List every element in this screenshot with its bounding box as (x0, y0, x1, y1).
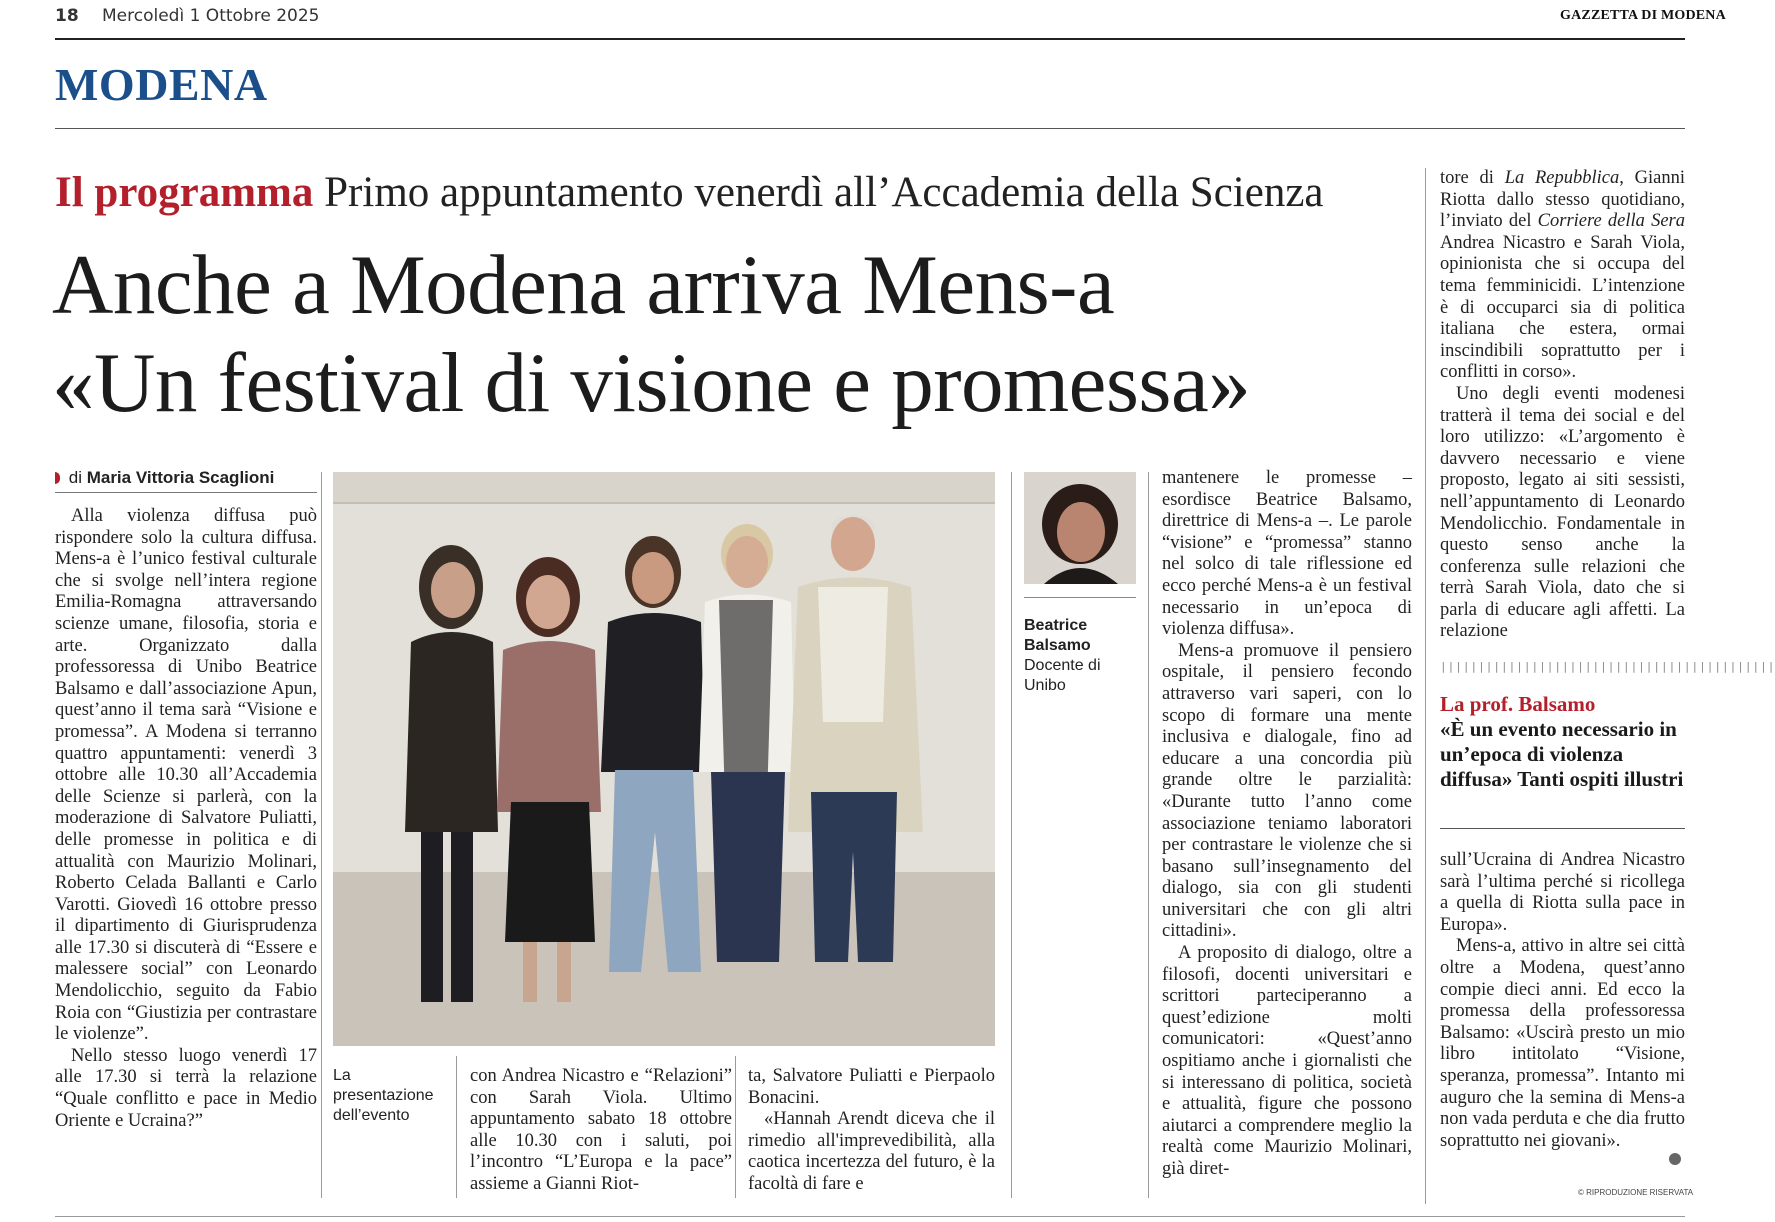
col5-p1-pre: tore di (1440, 168, 1505, 188)
article-column-5-top (1440, 168, 1685, 642)
caption-divider (456, 1056, 457, 1198)
article-column-3 (748, 1066, 995, 1196)
photo-caption: La presentazione dell’evento (333, 1067, 434, 1124)
col3-paragraph-2: «Hannah Arendt diceva che il rimedio all'imprevedibilità, alla caotica incertezza del futuro, è la facoltà di fare e (748, 1109, 995, 1194)
col2-paragraph-1: con Andrea Nicastro e “Relazioni” con Sarah Viola. Ultimo appuntamento sabato 18 ottobre alle 10.30 con i saluti, poi l’incontro “L’Europa e la pace” assieme a Gianni Riot- (470, 1066, 732, 1194)
headline-line-2: «Un festival di visione e promessa» (52, 336, 1251, 430)
col4-paragraph-2: Mens-a promuove il pensiero ospitale, il pensiero fecondo attraverso vari saperi, con lo scopo di formare una mente inclusiva e dialogale, fino ad educare a una concordia più grande oltre le parzialità: «Durante tutto l’anno come associazione teniamo laboratori per contrastare le violenze che si basano sull’insegnamento del dialogo, sia con gli studenti universitari che con gli altri cittadini». (1162, 640, 1412, 942)
right-column-divider (1425, 168, 1426, 1204)
event-photo-image (333, 472, 995, 1046)
callout-text: «È un evento necessario in un’epoca di violenza diffusa» Tanti ospiti illustri (1440, 717, 1684, 791)
portrait-name: Beatrice Balsamo (1024, 617, 1091, 654)
col5-paragraph-2: Uno degli eventi modenesi tratterà il tema dei social e del loro utilizzo: «L’argomento è davvero necessario e viene proposto, legato ai siti sessisti, nell’appuntamento di Leonardo Mendolicchio. Fondamentale in questo senso anche la conferenza sulle relazioni che terrà Sarah Viola, dato che si parla di educare agli affetti. La relazione (1440, 383, 1685, 642)
portrait-photo (1024, 472, 1136, 584)
portrait-image (1024, 472, 1136, 584)
byline-author: Maria Vittoria Scaglioni (86, 468, 275, 487)
kicker-text: Primo appuntamento venerdì all’Accademia della Scienza (324, 169, 1324, 216)
article-column-5-bottom (1440, 850, 1685, 1170)
section-rule (55, 128, 1685, 129)
callout-label: La prof. Balsamo (1440, 692, 1596, 716)
event-photo (333, 472, 995, 1046)
portrait-caption (1024, 616, 1136, 696)
portrait-role: Docente di Unibo (1024, 657, 1101, 694)
byline-marker-icon (55, 472, 60, 484)
issue-date: Mercoledì 1 Ottobre 2025 (102, 6, 320, 26)
article-column-2 (470, 1066, 732, 1196)
copyright-notice: © RIPRODUZIONE RISERVATA (1578, 1188, 1694, 1197)
header-rule (55, 38, 1685, 40)
column-divider-2 (735, 1056, 736, 1198)
col5-paragraph-4: Mens-a, attivo in altre sei città oltre a Modena, quest’anno compie dieci anni. Ed ecco la promessa della professoressa Balsamo: «Uscirà presto un mio libro intitolato “Visione, speranza, promessa”. Intanto mi auguro che la semina di Mens-a non vada perduta e che dia frutto soprattutto nei giovani». (1440, 936, 1685, 1151)
col5-paragraph-1 (1440, 168, 1685, 384)
col4-paragraph-1: mantenere le promesse – esordisce Beatrice Balsamo, direttrice di Mens-a –. Le parole “visione” e “promessa” stanno nel solco di tale riflessione ed ecco perché Mens-a è un festival necessario in un’epoca di violenza diffusa». (1162, 468, 1412, 640)
article-column-1 (55, 506, 317, 1196)
kicker (55, 168, 1324, 217)
col5-p1-em1: La Repubblica (1504, 168, 1620, 188)
headline-line-1: Anche a Modena arriva Mens-a (52, 238, 1115, 332)
footer-rule (55, 1216, 1685, 1217)
col5-p1-mid: , Gianni Riotta dallo stesso quotidiano, l’inviato del (1440, 168, 1685, 232)
callout-box (1440, 692, 1685, 792)
col4-paragraph-3: A proposito di dialogo, oltre a filosofi, docenti universitari e scrittori parteciperanno a quest’edizione molti comunicatori: «Quest’anno ospitiamo anche i giornalisti che si interessano di politica, società e attualità, figure che possono aiutarci a comprendere meglio la realtà come Maurizio Molinari, già diret- (1162, 943, 1412, 1179)
col1-paragraph-1: Alla violenza diffusa può rispondere solo la cultura diffusa. Mens-a è l’unico festival culturale che si svolge nell’intera regione Emilia-Romagna attraversando scienze umane, filosofia, storia e arte. Organizzato dalla professoressa di Unibo Beatrice Balsamo e dall’associazione Apun, quest’anno il tema sarà “Visione e promessa”. A Modena si terranno quattro appuntamenti: venerdì 3 ottobre alle 10.30 all’Accademia delle Scienze si parlerà, con la moderazione di Salvatore Puliatti, delle promesse in politica e di attualità con Maurizio Molinari, Roberto Celada Ballanti e Carlo Varotti. Giovedì 16 ottobre presso il dipartimento di Giurisprudenza alle 17.30 si discuterà di “Essere e malessere social” con Leonardo Mendolicchio, seguito da Fabio Roia con “Giustizia per contrastare le violenze”. (55, 506, 317, 1045)
end-dot-icon (1669, 1153, 1681, 1165)
page-number: 18 (55, 6, 79, 26)
masthead-logo: GAZZETTA DI MODENA (1560, 8, 1726, 23)
byline-rule (55, 492, 317, 493)
column-divider-4 (1148, 472, 1149, 1198)
byline (55, 468, 274, 488)
col5-p1-post: Andrea Nicastro e Sarah Viola, opinionista che si occupa del tema femminicidi. L’intenzione è di occuparci sia di politica italiana che estera, ormai inscindibili soprattutto per i conflitti in corso». (1440, 232, 1685, 383)
kicker-label: Il programma (55, 169, 314, 216)
col1-paragraph-2: Nello stesso luogo venerdì 17 alle 17.30 si terrà la relazione “Quale conflitto e pace in Medio Oriente e Ucraina?” (55, 1045, 317, 1131)
column-divider-3 (1011, 472, 1012, 1198)
portrait-rule (1024, 597, 1136, 598)
col5-paragraph-3: sull’Ucraina di Andrea Nicastro sarà l’ultima perché si ricollega a quella di Riotta sulla pace in Europa». (1440, 850, 1685, 935)
byline-prefix: di (68, 468, 82, 487)
callout-tick-rule: |||||||||||||||||||||||||||||||||||||||||||| (1440, 660, 1775, 673)
article-column-4 (1162, 468, 1412, 1196)
callout-rule (1440, 828, 1685, 829)
col3-paragraph-1: ta, Salvatore Puliatti e Pierpaolo Bonacini. (748, 1066, 995, 1108)
col5-p1-em2: Corriere della Sera (1537, 211, 1685, 232)
column-divider-1 (321, 472, 322, 1198)
section-title: MODENA (55, 59, 268, 110)
